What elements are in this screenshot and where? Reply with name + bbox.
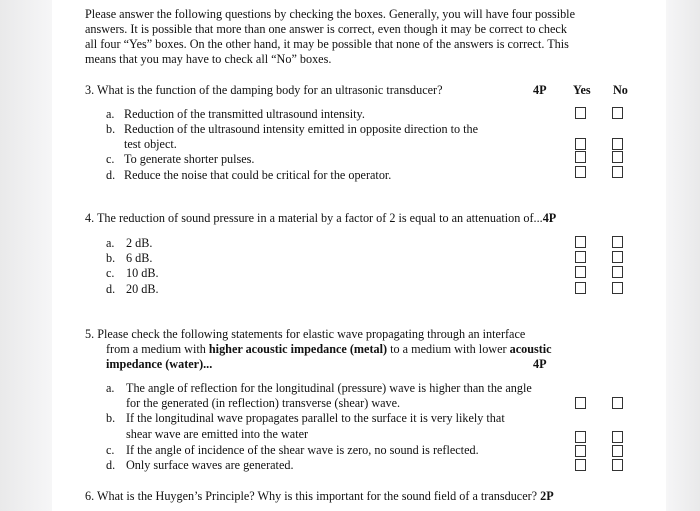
- q5a-no-checkbox[interactable]: [612, 397, 623, 409]
- q4-option-b-letter: b.: [106, 251, 116, 265]
- q4c-yes-checkbox[interactable]: [575, 266, 586, 278]
- q4d-yes-checkbox[interactable]: [575, 282, 586, 294]
- instructions-line: means that you may have to check all “No” boxes.: [85, 52, 332, 66]
- q4-option-b-text: 6 dB.: [126, 251, 153, 265]
- q3-points: 4P: [533, 83, 547, 97]
- q4d-no-checkbox[interactable]: [612, 282, 623, 294]
- q5-option-c-letter: c.: [106, 443, 115, 457]
- q5d-yes-checkbox[interactable]: [575, 459, 586, 471]
- q3-option-a-text: Reduction of the transmitted ultrasound intensity.: [124, 107, 365, 121]
- q3c-no-checkbox[interactable]: [612, 151, 623, 163]
- q5-question-line2: from a medium with higher acoustic impedance (metal) to a medium with lower acoustic: [106, 342, 552, 356]
- q4-option-d-letter: d.: [106, 282, 116, 296]
- q3c-yes-checkbox[interactable]: [575, 151, 586, 163]
- q5-question-line3: impedance (water)...: [106, 357, 213, 371]
- q4c-no-checkbox[interactable]: [612, 266, 623, 278]
- q5c-no-checkbox[interactable]: [612, 445, 623, 457]
- q4-option-c-letter: c.: [106, 266, 115, 280]
- q5-option-d-letter: d.: [106, 458, 116, 472]
- q3-option-b-letter: b.: [106, 122, 116, 136]
- q3-question: 3. What is the function of the damping body for an ultrasonic transducer?: [85, 83, 443, 97]
- q4a-no-checkbox[interactable]: [612, 236, 623, 248]
- q4-option-a-letter: a.: [106, 236, 115, 250]
- q3-option-d-letter: d.: [106, 168, 116, 182]
- q5d-no-checkbox[interactable]: [612, 459, 623, 471]
- q3a-yes-checkbox[interactable]: [575, 107, 586, 119]
- q3-option-b-text-cont: test object.: [124, 137, 177, 151]
- q5a-yes-checkbox[interactable]: [575, 397, 586, 409]
- q5-option-a-text-cont: for the generated (in reflection) transverse (shear) wave.: [126, 396, 401, 410]
- q4-question: 4. The reduction of sound pressure in a material by a factor of 2 is equal to an attenuation of...4P: [85, 211, 557, 225]
- q5b-yes-checkbox[interactable]: [575, 431, 586, 443]
- instructions-line: Please answer the following questions by checking the boxes. Generally, you will have four possible: [85, 7, 575, 21]
- q3-option-d-text: Reduce the noise that could be critical for the operator.: [124, 168, 392, 182]
- q5b-no-checkbox[interactable]: [612, 431, 623, 443]
- q3-option-c-text: To generate shorter pulses.: [124, 152, 255, 166]
- q5-option-d-text: Only surface waves are generated.: [126, 458, 294, 472]
- q4b-yes-checkbox[interactable]: [575, 251, 586, 263]
- q4a-yes-checkbox[interactable]: [575, 236, 586, 248]
- q3-option-b-text: Reduction of the ultrasound intensity emitted in opposite direction to the: [124, 122, 479, 136]
- q4-option-c-text: 10 dB.: [126, 266, 159, 280]
- q3d-no-checkbox[interactable]: [612, 166, 623, 178]
- q5-option-c-text: If the angle of incidence of the shear wave is zero, no sound is reflected.: [126, 443, 479, 457]
- instructions-paragraph: [85, 7, 645, 67]
- q5-option-a-letter: a.: [106, 381, 115, 395]
- q4b-no-checkbox[interactable]: [612, 251, 623, 263]
- q3-option-c-letter: c.: [106, 152, 115, 166]
- left-margin-shadow: [0, 0, 52, 511]
- q3a-no-checkbox[interactable]: [612, 107, 623, 119]
- q5-option-b-letter: b.: [106, 411, 116, 425]
- instructions-line: all four “Yes” boxes. On the other hand, it may be possible that none of the answers is correct. This: [85, 37, 569, 51]
- q5-question-line1: 5. Please check the following statements for elastic wave propagating through an interface: [85, 327, 526, 341]
- q5-option-b-text: If the longitudinal wave propagates parallel to the surface it is very likely that: [126, 411, 505, 425]
- no-column-header: No: [613, 83, 628, 97]
- q5-option-b-text-cont: shear wave are emitted into the water: [126, 427, 309, 441]
- q3-option-a-letter: a.: [106, 107, 115, 121]
- instructions-line: answers. It is possible that more than one answer is correct, even though it may be correct to check: [85, 22, 567, 36]
- q4-points: 4P: [542, 211, 557, 225]
- q3b-yes-checkbox[interactable]: [575, 138, 586, 150]
- q5c-yes-checkbox[interactable]: [575, 445, 586, 457]
- yes-column-header: Yes: [573, 83, 591, 97]
- right-margin-shadow: [666, 0, 700, 511]
- q3b-no-checkbox[interactable]: [612, 138, 623, 150]
- q5-points: 4P: [533, 357, 547, 371]
- q4-option-d-text: 20 dB.: [126, 282, 159, 296]
- q3d-yes-checkbox[interactable]: [575, 166, 586, 178]
- q6-points: 2P: [540, 489, 554, 503]
- q4-option-a-text: 2 dB.: [126, 236, 153, 250]
- q5-option-a-text: The angle of reflection for the longitudinal (pressure) wave is higher than the angle: [126, 381, 532, 395]
- q6-question: 6. What is the Huygen’s Principle? Why is this important for the sound field of a transducer? 2P: [85, 489, 554, 503]
